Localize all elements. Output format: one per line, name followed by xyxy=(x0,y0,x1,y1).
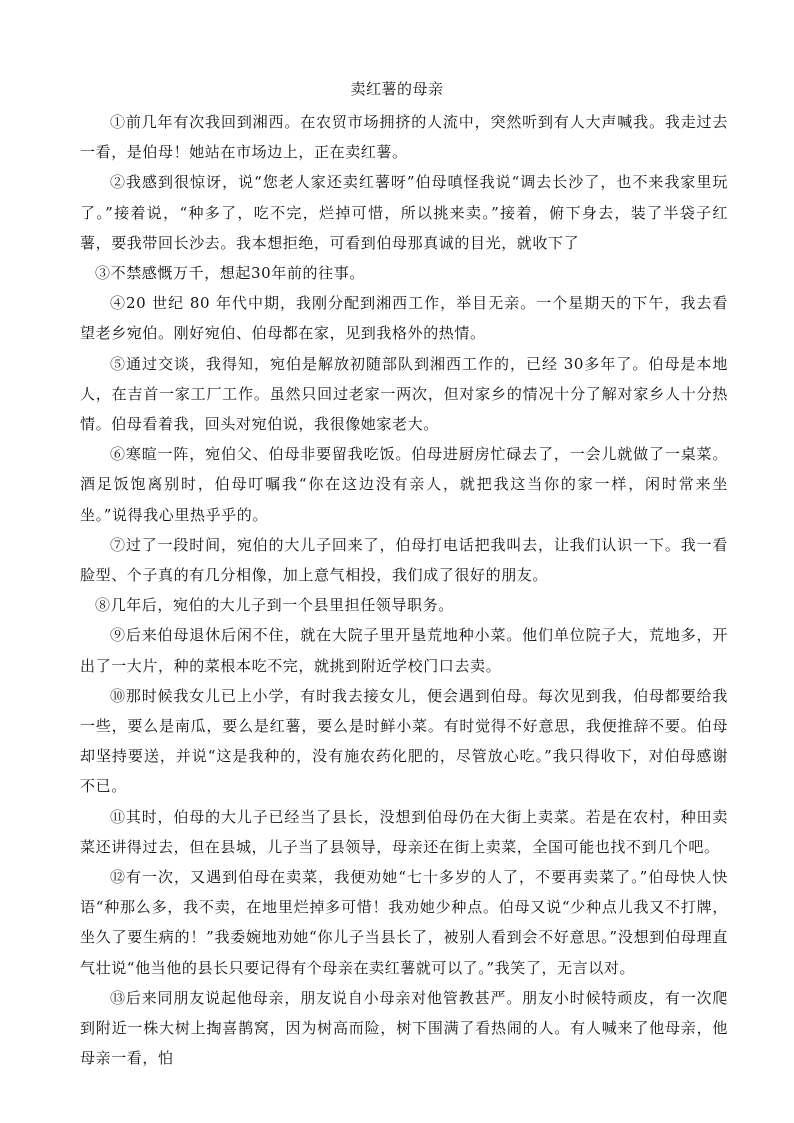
document-body xyxy=(80,107,728,1074)
paragraph-10: ⑩那时候我女儿已上小学，有时我去接女儿，便会遇到伯母。每次见到我，伯母都要给我一些，要么是南瓜，要么是红薯，要么是时鲜小菜。有时觉得不好意思，我便推辞不要。伯母却坚持要送，并说“这是我种的，没有施农药化肥的，尽管放心吃。”我只得收下，对伯母感谢不已。 xyxy=(80,686,728,796)
paragraph-1: ①前几年有次我回到湘西。在农贸市场拥挤的人流中，突然听到有人大声喊我。我走过去一看，是伯母！她站在市场边上，正在卖红薯。 xyxy=(80,113,728,162)
paragraph-13: ⑬后来同朋友说起他母亲，朋友说自小母亲对他管教甚严。朋友小时候特顽皮，有一次爬到附近一株大树上掏喜鹊窝，因为树高而险，树下围满了看热闹的人。有人喊来了他母亲，他母亲一看，怕 xyxy=(80,988,728,1068)
paragraph-7: ⑦过了一段时间，宛伯的大儿子回来了，伯母打电话把我叫去，让我们认识一下。我一看脸型、个子真的有几分相像，加上意气相投，我们成了很好的朋友。 xyxy=(80,535,728,585)
paragraph-4: ④20 世纪 80 年代中期，我刚分配到湘西工作，举目无亲。一个星期天的下午，我去看望老乡宛伯。刚好宛伯、伯母都在家，见到我格外的热情。 xyxy=(80,294,728,343)
document-title: 卖红薯的母亲 xyxy=(350,80,444,98)
paragraph-2: ②我感到很惊讶，说“您老人家还卖红薯呀”伯母嗔怪我说“调去长沙了，也不来我家里玩了。”接着说，“种多了，吃不完，烂掉可惜，所以挑来卖。”接着，俯下身去，装了半袋子红薯，要我带回长沙去。我本想拒绝，可看到伯母那真诚的目光，就收下了 xyxy=(80,173,728,252)
paragraph-8: ⑧几年后，宛伯的大儿子到一个县里担任领导职务。 xyxy=(95,596,454,615)
paragraph-3: ③不禁感慨万千，想起30年前的往事。 xyxy=(95,264,365,283)
paragraph-11: ⑪其时，伯母的大儿子已经当了县长，没想到伯母仍在大街上卖菜。若是在农村，种田卖菜还讲得过去，但在县城，儿子当了县领导，母亲还在街上卖菜，全国可能也找不到几个吧。 xyxy=(80,807,728,856)
paragraph-12: ⑫有一次，又遇到伯母在卖菜，我便劝她“七十多岁的人了，不要再卖菜了。”伯母快人快语“种那么多，我不卖，在地里烂掉多可惜！我劝她少种点。伯母又说“少种点儿我又不打牌，坐久了要生病的！”我委婉地劝她“你儿子当县长了，被别人看到会不好意思。”没想到伯母理直气壮说“他当他的县长只要记得有个母亲在卖红薯就可以了。”我笑了，无言以对。 xyxy=(80,868,728,977)
paragraph-5: ⑤通过交谈，我得知，宛伯是解放初随部队到湘西工作的，已经 30多年了。伯母是本地人，在吉首一家工厂工作。虽然只回过老家一两次，但对家乡的情况十分了解对家乡人十分热情。伯母看着我，回头对宛伯说，我很像她家老大。 xyxy=(80,354,728,434)
paragraph-9: ⑨后来伯母退休后闲不住，就在大院子里开垦荒地种小菜。他们单位院子大，荒地多，开出了一大片，种的菜根本吃不完，就挑到附近学校门口去卖。 xyxy=(80,626,728,675)
paragraph-6: ⑥寒暄一阵，宛伯父、伯母非要留我吃饭。伯母进厨房忙碌去了，一会儿就做了一桌菜。酒足饭饱离别时，伯母叮嘱我“你在这边没有亲人，就把我这当你的家一样，闲时常来坐坐。”说得我心里热乎乎的。 xyxy=(80,445,728,524)
